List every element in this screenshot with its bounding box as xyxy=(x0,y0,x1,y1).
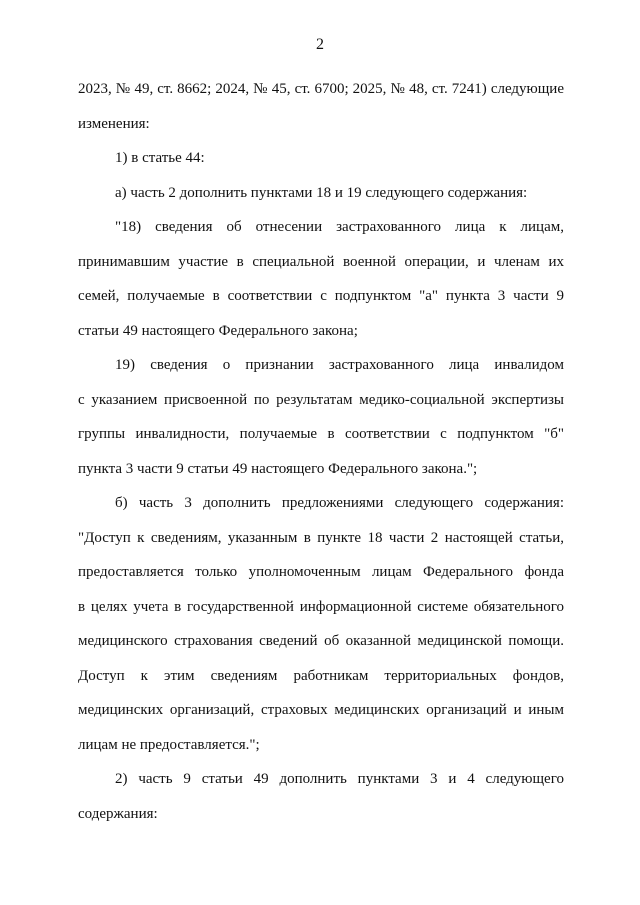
text-line: 2023, № 49, ст. 8662; 2024, № 45, ст. 6700; 2025, № 48, ст. 7241) следующие xyxy=(78,81,564,97)
list-item-heading: 1) в статье 44: xyxy=(115,150,205,166)
text-line: медицинских организаций, страховых медицинских организаций и иным xyxy=(78,702,564,718)
text-line: пункта 3 части 9 статьи 49 настоящего Федерального закона."; xyxy=(78,460,478,477)
text-line: семей, получаемые в соответствии с подпунктом "а" пункта 3 части 9 xyxy=(78,288,564,304)
text-line: принимавшим участие в специальной военной операции, и членам их xyxy=(78,253,564,270)
text-line: лицам не предоставляется."; xyxy=(78,736,260,753)
text-line: содержания: xyxy=(78,805,158,822)
page-number: 2 xyxy=(316,36,324,53)
text-line: группы инвалидности, получаемые в соответствии с подпунктом "б" xyxy=(78,426,564,442)
text-line: "Доступ к сведениям, указанным в пункте 18 части 2 настоящей статьи, xyxy=(78,529,564,546)
text-line: медицинского страхования сведений об оказанной медицинской помощи. xyxy=(78,633,564,649)
text-line: в целях учета в государственной информационной системе обязательного xyxy=(78,598,564,615)
text-line: Доступ к этим сведениям работникам территориальных фондов, xyxy=(78,667,564,684)
text-line: статьи 49 настоящего Федерального закона; xyxy=(78,322,358,339)
text-line: "18) сведения об отнесении застрахованного лица к лицам, xyxy=(115,219,564,235)
text-line: с указанием присвоенной по результатам медико-социальной экспертизы xyxy=(78,391,564,408)
text-line: 19) сведения о признании застрахованного лица инвалидом xyxy=(115,357,564,373)
text-line: предоставляется только уполномоченным лицам Федерального фонда xyxy=(78,564,564,580)
list-item-heading: 2) часть 9 статьи 49 дополнить пунктами 3 и 4 следующего xyxy=(115,771,564,787)
document-body xyxy=(78,72,564,831)
subitem-heading: а) часть 2 дополнить пунктами 18 и 19 следующего содержания: xyxy=(115,184,528,201)
text-line: изменения: xyxy=(78,115,150,132)
subitem-heading: б) часть 3 дополнить предложениями следующего содержания: xyxy=(115,495,564,511)
